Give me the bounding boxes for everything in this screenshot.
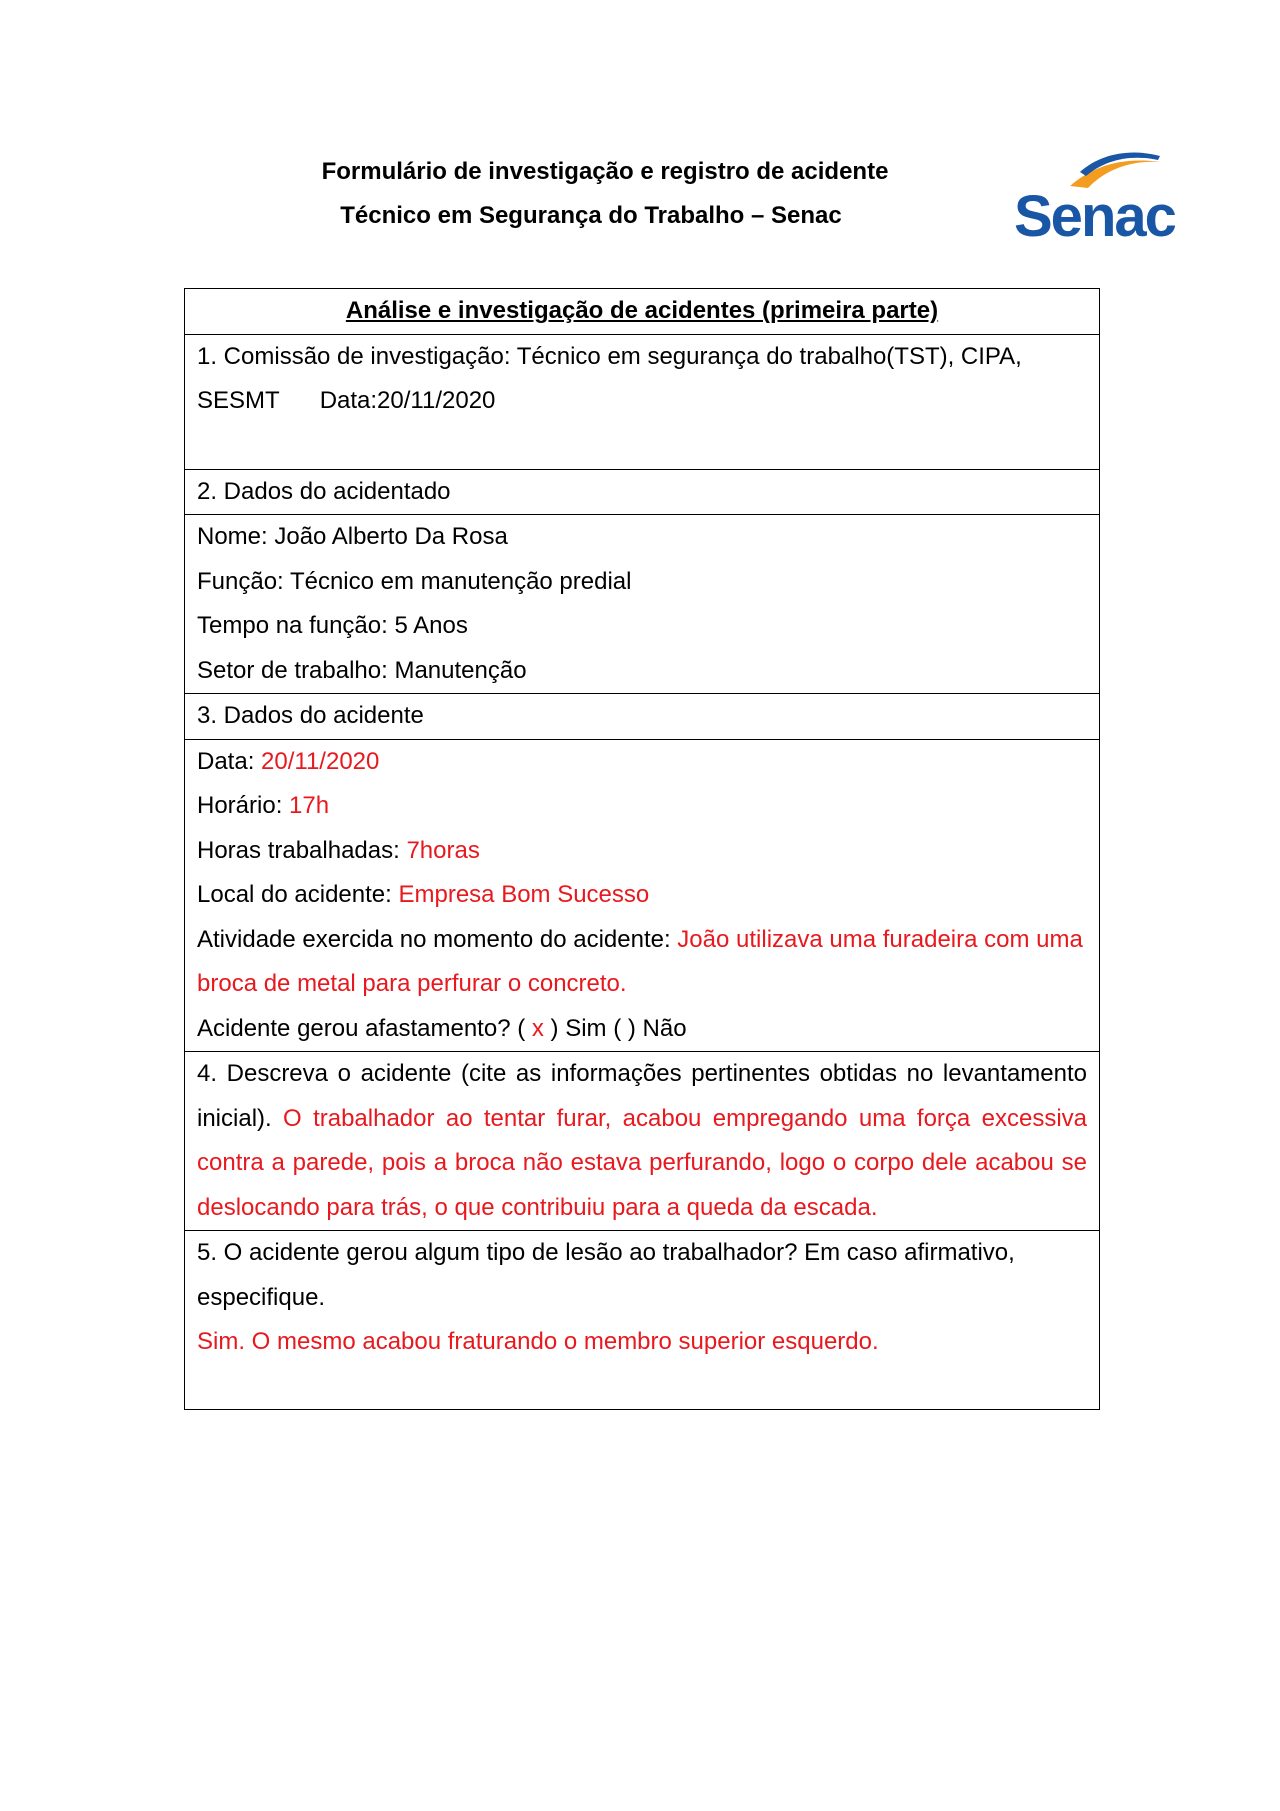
accident-time: Horário: 17h <box>197 792 330 819</box>
activity-performed: Atividade exercida no momento do acidente: João utilizava uma furadeira com uma broca de metal para perfurar o concreto. <box>197 925 1083 997</box>
commission-date: Data:20/11/2020 <box>319 387 496 414</box>
hours-worked: Horas trabalhadas: 7horas <box>197 836 480 864</box>
victim-time-in-function: Tempo na função: 5 Anos <box>197 612 468 639</box>
victim-sector: Setor de trabalho: Manutenção <box>197 656 527 684</box>
hours-worked-value: 7horas <box>406 836 480 864</box>
injury-answer: Sim. O mesmo acabou fraturando o membro superior esquerdo. <box>197 1328 879 1355</box>
section-4-description <box>185 1051 1099 1230</box>
senac-logo-text: Senac <box>1014 184 1175 249</box>
section-2-heading: 2. Dados do acidentado <box>185 469 1099 515</box>
form-subtitle: Técnico em Segurança do Trabalho – Senac <box>340 202 842 229</box>
section-3-details <box>185 739 1099 1052</box>
section-2-details <box>185 514 1099 693</box>
leave-question: Acidente gerou afastamento? ( x ) Sim ( ) Não <box>197 1014 687 1042</box>
accident-location: Local do acidente: Empresa Bom Sucesso <box>197 881 650 908</box>
form-section-title: Análise e investigação de acidentes (primeira parte) <box>345 297 939 324</box>
leave-mark: x <box>531 1014 544 1042</box>
senac-logo <box>1010 148 1175 249</box>
investigation-form <box>184 288 1100 1410</box>
accident-date: Data: 20/11/2020 <box>197 747 380 775</box>
victim-name: Nome: João Alberto Da Rosa <box>197 523 508 550</box>
form-title: Formulário de investigação e registro de acidente <box>321 158 889 185</box>
section-1-commission <box>185 334 1099 469</box>
injury-question: 5. O acidente gerou algum tipo de lesão ao trabalhador? Em caso afirmativo, especifique. <box>197 1239 1015 1311</box>
accident-time-value: 17h <box>289 792 330 819</box>
victim-function: Função: Técnico em manutenção predial <box>197 567 632 595</box>
description-question: 4. Descreva o acidente (cite as informações pertinentes obtidas no levantamento inicial). <box>197 1060 1087 1132</box>
accident-location-value: Empresa Bom Sucesso <box>398 881 650 908</box>
description-answer: O trabalhador ao tentar furar, acabou empregando uma força excessiva contra a parede, pois a broca não estava perfurando, logo o corpo dele acabou se deslocando para trás, o que contribuiu para a queda da escada. <box>197 1104 1087 1221</box>
activity-performed-value: João utilizava uma furadeira com uma broca de metal para perfurar o concreto. <box>197 925 1083 997</box>
section-3-heading: 3. Dados do acidente <box>185 693 1099 739</box>
section-5-injury <box>185 1230 1099 1409</box>
commission-text: 1. Comissão de investigação: Técnico em segurança do trabalho(TST), CIPA, SESMT <box>197 342 1022 414</box>
accident-date-value: 20/11/2020 <box>261 747 380 775</box>
